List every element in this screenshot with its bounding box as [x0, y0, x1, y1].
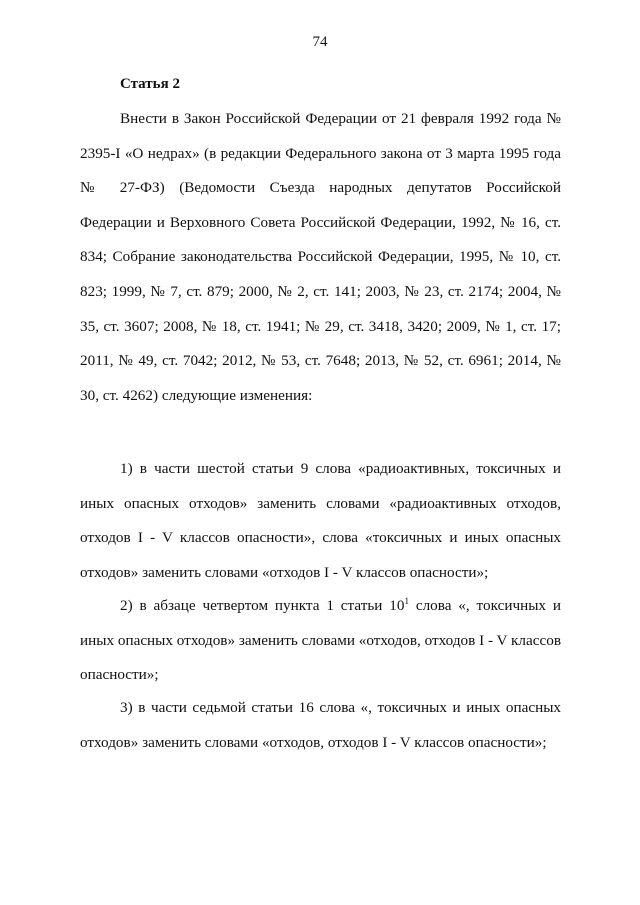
intro-paragraph-block	[80, 102, 561, 413]
amendment-item-3-block	[80, 691, 561, 760]
amendment-item-3: 3) в части седьмой статьи 16 слова «, токсичных и иных опасных отходов» заменить словами «отходов, отходов I - V классов опасности»;	[80, 699, 561, 751]
intro-paragraph: Внести в Закон Российской Федерации от 21 февраля 1992 года № 2395-I «О недрах» (в редакции Федерального закона от 3 марта 1995 года № 27-ФЗ) (Ведомости Съезда народных депутатов Российской Федерации и Верховного Совета Российской Федерации, 1992, № 16, ст. 834; Собрание законодательства Российской Федерации, 1995, № 10, ст. 823; 1999, № 7, ст. 879; 2000, № 2, ст. 141; 2003, № 23, ст. 2174; 2004, № 35, ст. 3607; 2008, № 18, ст. 1941; № 29, ст. 3418, 3420; 2009, № 1, ст. 17; 2011, № 49, ст. 7042; 2012, № 53, ст. 7648; 2013, № 52, ст. 6961; 2014, № 30, ст. 4262) следующие изменения:	[80, 110, 561, 404]
amendment-item-2-text-end: слова «, токсичных и иных опасных отходов» заменить словами «отходов, отходов I - V классов опасности»;	[80, 597, 562, 684]
amendment-item-1-block	[80, 452, 561, 590]
article-heading: Статья 2	[120, 76, 180, 92]
page-number: 74	[312, 34, 328, 50]
amendment-item-2-text-start: 2) в абзаце четвертом пункта 1 статьи 10	[120, 597, 405, 614]
amendment-item-2	[80, 589, 561, 693]
article-superscript: 1	[404, 596, 409, 606]
amendment-item-1: 1) в части шестой статьи 9 слова «радиоактивных, токсичных и иных опасных отходов» заменить словами «радиоактивных отходов, отходов I - V классов опасности», слова «токсичных и иных опасных отходов» заменить словами «отходов I - V классов опасности»;	[80, 460, 561, 581]
amendment-item-2-block	[80, 589, 561, 693]
